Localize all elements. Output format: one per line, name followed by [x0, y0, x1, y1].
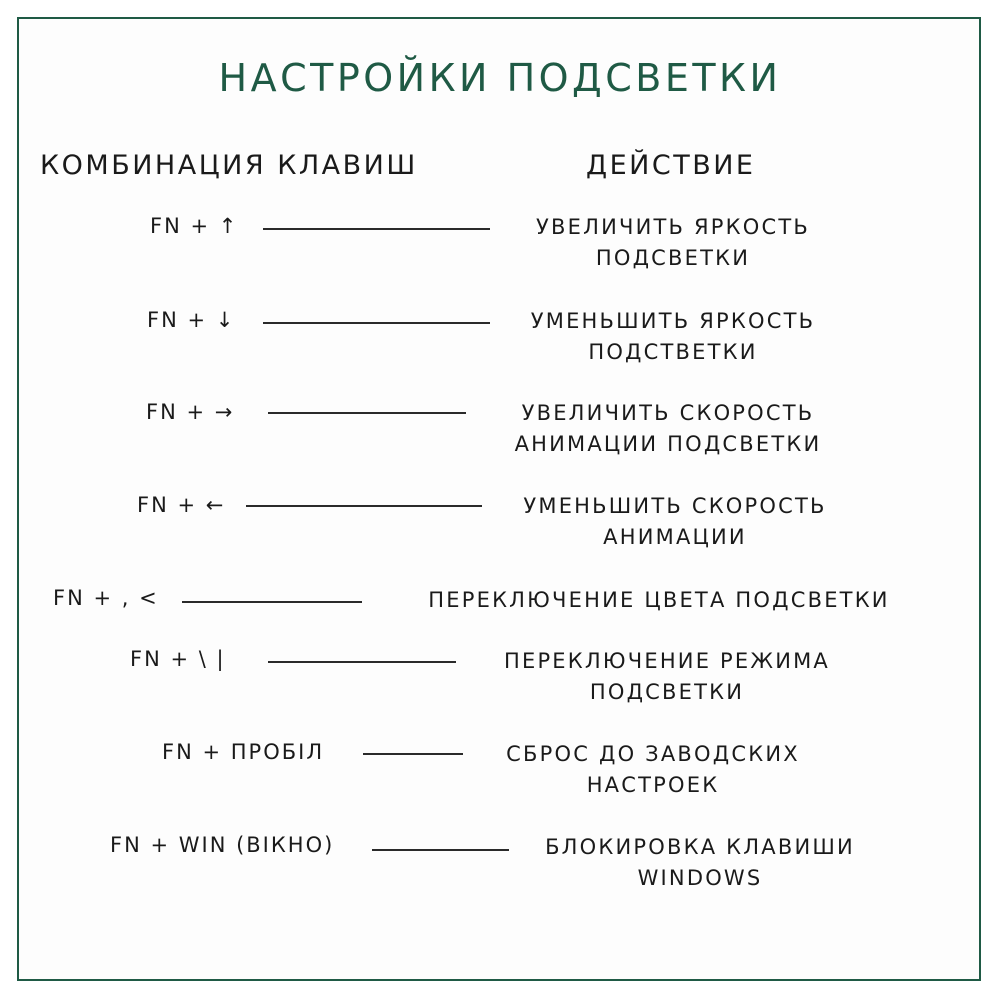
shortcut-key: FN + ↑: [150, 214, 239, 238]
action-line-2: НАСТРОЕК: [586, 773, 720, 797]
connector-line: [363, 753, 463, 755]
action-line-2: АНИМАЦИИ: [603, 525, 747, 549]
shortcut-action: [376, 585, 942, 616]
connector-line: [268, 661, 456, 663]
page-title: НАСТРОЙКИ ПОДСВЕТКИ: [218, 56, 782, 100]
connector-line: [246, 505, 482, 507]
action-line-2: ПОДСТВЕТКИ: [588, 340, 758, 364]
shortcut-action: [498, 306, 848, 368]
action-line-1: УМЕНЬШИТЬ СКОРОСТЬ: [523, 494, 827, 518]
column-header-action: ДЕЙСТВИЕ: [586, 150, 756, 181]
shortcut-action: [490, 491, 860, 553]
action-line-1: ПЕРЕКЛЮЧЕНИЕ ЦВЕТА ПОДСВЕТКИ: [428, 588, 890, 612]
action-line-1: УМЕНЬШИТЬ ЯРКОСТЬ: [530, 309, 816, 333]
action-line-2: ПОДСВЕТКИ: [595, 246, 751, 270]
shortcut-key: FN + →: [146, 400, 235, 424]
action-line-1: ПЕРЕКЛЮЧЕНИЕ РЕЖИМА: [503, 649, 831, 673]
shortcut-key: FN + ←: [137, 493, 226, 517]
action-line-2: ПОДСВЕТКИ: [589, 680, 745, 704]
shortcut-key: FN + , <: [53, 586, 159, 610]
connector-line: [372, 849, 509, 851]
shortcut-key: FN + ↓: [147, 308, 236, 332]
shortcut-action: [472, 739, 834, 801]
connector-line: [268, 412, 466, 414]
shortcut-action: [516, 832, 884, 894]
connector-line: [263, 322, 490, 324]
column-header-keys: КОМБИНАЦИЯ КЛАВИШ: [40, 150, 418, 181]
action-line-1: УВЕЛИЧИТЬ ЯРКОСТЬ: [536, 215, 810, 239]
shortcut-key: FN + \ |: [130, 647, 226, 671]
connector-line: [182, 601, 362, 603]
shortcut-key: FN + WIN (ВІКНО): [110, 833, 335, 857]
action-line-2: АНИМАЦИИ ПОДСВЕТКИ: [514, 432, 822, 456]
shortcut-action: [478, 398, 858, 460]
action-line-2: WINDOWS: [637, 866, 763, 890]
action-line-1: СБРОС ДО ЗАВОДСКИХ: [506, 742, 800, 766]
action-line-1: УВЕЛИЧИТЬ СКОРОСТЬ: [521, 401, 815, 425]
action-line-1: БЛОКИРОВКА КЛАВИШИ: [545, 835, 855, 859]
shortcut-action: [498, 212, 848, 274]
shortcut-key: FN + ПРОБІЛ: [162, 740, 325, 764]
shortcut-action: [464, 646, 870, 708]
connector-line: [263, 228, 490, 230]
